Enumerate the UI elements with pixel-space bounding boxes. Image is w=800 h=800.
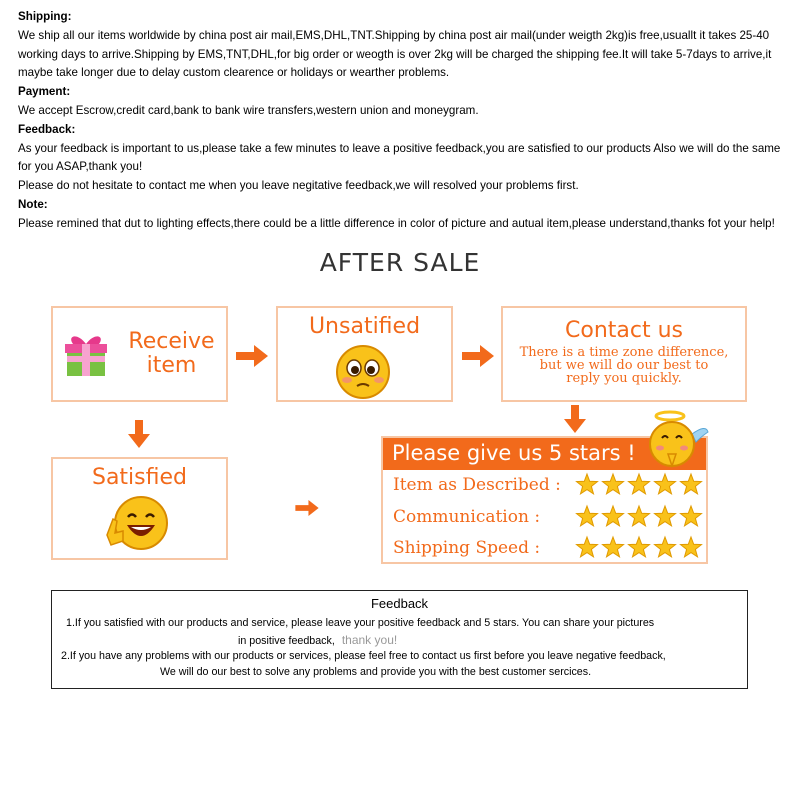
laughing-face-icon	[101, 495, 171, 553]
receive-item-box	[51, 306, 228, 402]
contact-title: Contact us	[565, 318, 683, 343]
star-icon	[655, 474, 676, 494]
feedback-line-2a: in positive feedback,	[238, 635, 335, 647]
rating-label: Item as Described :	[393, 475, 561, 495]
shipping-heading: Shipping:	[18, 10, 72, 23]
feedback-text-2: Please do not hesitate to contact me when you leave negitative feedback,we will resolved your problems first.	[18, 179, 579, 193]
unsatisfied-label: Unsatified	[308, 314, 421, 339]
stars-panel-title: Please give us 5 stars !	[392, 441, 636, 465]
payment-text: We accept Escrow,credit card,bank to bank wire transfers,western union and moneygram.	[18, 103, 479, 117]
feedback-line-1: 1.If you satisfied with our products and service, please leave your positive feedback and 5 stars. You can share your pictures	[66, 617, 655, 629]
angel-face-icon	[640, 410, 710, 470]
star-icon	[655, 537, 676, 557]
crying-face-icon	[335, 344, 391, 400]
arrow-down-icon	[564, 405, 586, 433]
satisfied-box	[51, 457, 228, 560]
contact-us-box	[501, 306, 747, 402]
thank-you-text: thank you!	[341, 633, 398, 647]
feedback-line-2	[238, 633, 397, 647]
feedback-line-4: We will do our best to solve any problems and provide you with the best customer sercices.	[160, 666, 592, 678]
star-icon	[603, 474, 624, 494]
policy-section	[18, 8, 788, 234]
star-icon	[629, 474, 650, 494]
contact-line-1: There is a time zone difference,	[519, 345, 729, 360]
star-icon	[577, 537, 598, 557]
contact-line-2: but we will do our best to	[539, 358, 709, 373]
arrow-right-icon	[236, 345, 268, 367]
rating-row	[393, 472, 703, 500]
star-icon	[681, 506, 702, 526]
after-sale-title: AFTER SALE	[319, 248, 481, 277]
payment-heading: Payment:	[18, 85, 71, 99]
shipping-text: We ship all our items worldwide by china post air mail,EMS,DHL,TNT.Shipping by china post air mail(under weigth 2kg)is free,usuallt it takes 25-40 working days to arrive.Shipping by EMS,TNT,DHL,for big order or weogth is over 2kg will be charged the shipping fee.It will take 5-7days to arrive,it maybe take longer due to delay custom clearence or holidays or wearther problems.	[18, 28, 772, 80]
star-rating-icon	[575, 504, 705, 528]
gift-icon	[63, 332, 109, 378]
rating-label: Communication :	[393, 507, 541, 527]
feedback-text-1: As your feedback is important to us,please take a few minutes to leave a positive feedback,you are satisfied to our products Also we will do the same for you ASAP,thank you!	[18, 141, 781, 174]
rating-row	[393, 504, 703, 532]
note-text: Please remined that dut to lighting effects,there could be a little difference in color of picture and autual item,please understand,thanks fot your help!	[18, 216, 775, 230]
feedback-heading: Feedback:	[18, 122, 76, 136]
rating-row	[393, 535, 703, 563]
arrow-right-icon	[291, 500, 323, 516]
star-icon	[603, 506, 624, 526]
unsatisfied-box	[276, 306, 453, 402]
contact-line-3: reply you quickly.	[566, 371, 682, 386]
receive-label-1: Receive	[128, 329, 215, 354]
star-rating-icon	[575, 472, 705, 496]
star-icon	[681, 474, 702, 494]
arrow-right-icon	[462, 345, 494, 367]
star-icon	[681, 537, 702, 557]
arrow-down-icon	[128, 420, 150, 448]
rating-label: Shipping Speed :	[393, 538, 541, 558]
feedback-line-3: 2.If you have any problems with our products or services, please feel free to contact us first before you leave negative feedback,	[61, 650, 666, 662]
star-icon	[629, 506, 650, 526]
feedback-box	[51, 590, 748, 689]
star-icon	[577, 474, 598, 494]
star-icon	[629, 537, 650, 557]
note-heading: Note:	[18, 197, 48, 211]
receive-label-2: item	[146, 353, 197, 378]
star-icon	[655, 506, 676, 526]
star-rating-icon	[575, 535, 705, 559]
feedback-box-title: Feedback	[370, 596, 429, 611]
star-icon	[603, 537, 624, 557]
satisfied-label: Satisfied	[91, 465, 187, 490]
star-icon	[577, 506, 598, 526]
